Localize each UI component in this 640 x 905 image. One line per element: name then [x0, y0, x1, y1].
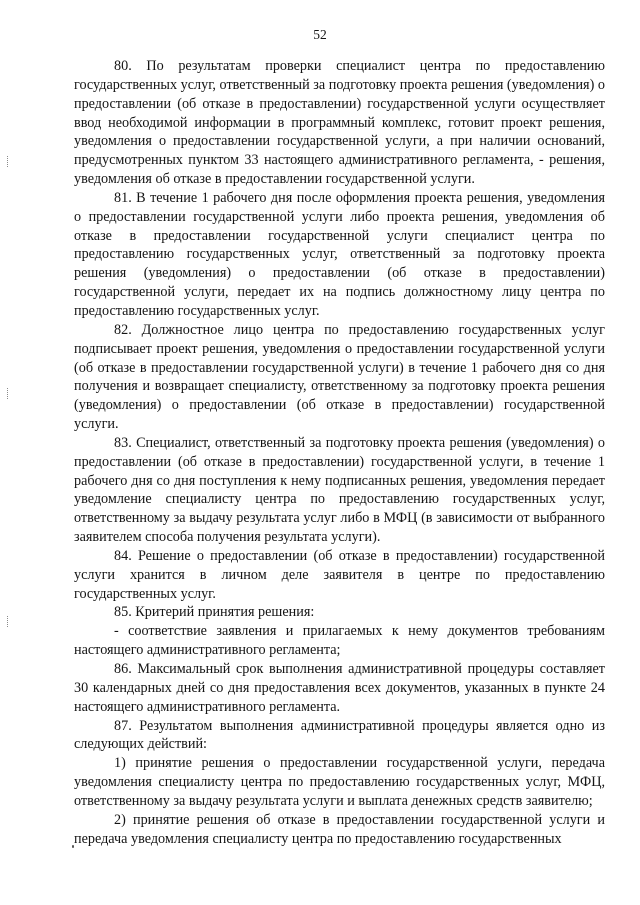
scan-margin-mark: [7, 388, 10, 399]
scan-margin-mark: [7, 616, 10, 627]
document-body: [74, 57, 605, 848]
paragraph-83: 83. Специалист, ответственный за подготовку проекта решения (уведомления) о предоставлении (об отказе в предоставлении) государственной услуги, в течение 1 рабочего дня со дня поступления к нему подписанных решения, уведомления передает уведомление специалисту центра по предоставлению государственных услуг, ответственному за выдачу результата услуг либо в МФЦ (в зависимости от выбранного заявителем способа получения результата услуги).: [74, 434, 605, 546]
paragraph-82: 82. Должностное лицо центра по предоставлению государственных услуг подписывает проект решения, уведомления о предоставлении государственной услуги (об отказе в предоставлении государственной услуги) в течение 1 рабочего дня со дня получения и возвращает специалисту, ответственному за подготовку проекта решения (уведомления) о предоставлении (об отказе в предоставлении) государственной услуги.: [74, 321, 605, 433]
paragraph-87-item-1: 1) принятие решения о предоставлении государственной услуги, передача уведомления специалисту центра по предоставлению государственных услуг, МФЦ, ответственному за выдачу результата услуги и выплата денежных средств заявителю;: [74, 755, 605, 809]
paragraph-87-item-2: 2) принятие решения об отказе в предоставлении государственной услуги и передача уведомления специалисту центра по предоставлению государственных: [74, 811, 605, 847]
paragraph-85: 85. Критерий принятия решения:: [114, 604, 315, 621]
paragraph-87: 87. Результатом выполнения административной процедуры является одно из следующих действий:: [74, 717, 605, 753]
paragraph-81: 81. В течение 1 рабочего дня после оформления проекта решения, уведомления о предоставлении государственной услуги либо проекта решения, уведомления об отказе в предоставлении государственной услуги специалист центра по предоставлению государственных услуг, ответственный за подготовку проекта решения (уведомления) о предоставлении (об отказе в предоставлении) государственной услуги, передает их на подпись должностному лицу центра по предоставлению государственных услуг.: [74, 189, 605, 319]
page-number: 52: [313, 27, 327, 42]
paragraph-85-criterion: - соответствие заявления и прилагаемых к нему документов требованиям настоящего административного регламента;: [74, 623, 605, 659]
paragraph-86: 86. Максимальный срок выполнения административной процедуры составляет 30 календарных дней со дня предоставления всех документов, указанных в пункте 24 настоящего административного регламента.: [74, 661, 605, 715]
scan-margin-mark: [7, 156, 10, 167]
paragraph-84: 84. Решение о предоставлении (об отказе в предоставлении) государственной услуги хранится в личном деле заявителя в центре по предоставлению государственных услуг.: [74, 547, 605, 602]
paragraph-80: 80. По результатам проверки специалист центра по предоставлению государственных услуг, ответственный за подготовку проекта решения (уведомления) о предоставлении (об отказе в предоставлении) государственной услуги осуществляет ввод необходимой информации в программный комплекс, готовит проект решения, уведомления о предоставлении государственной услуги, а при наличии оснований, предусмотренных пунктом 33 настоящего административного регламента, - решения, уведомления об отказе в предоставлении государственной услуги.: [74, 58, 605, 188]
